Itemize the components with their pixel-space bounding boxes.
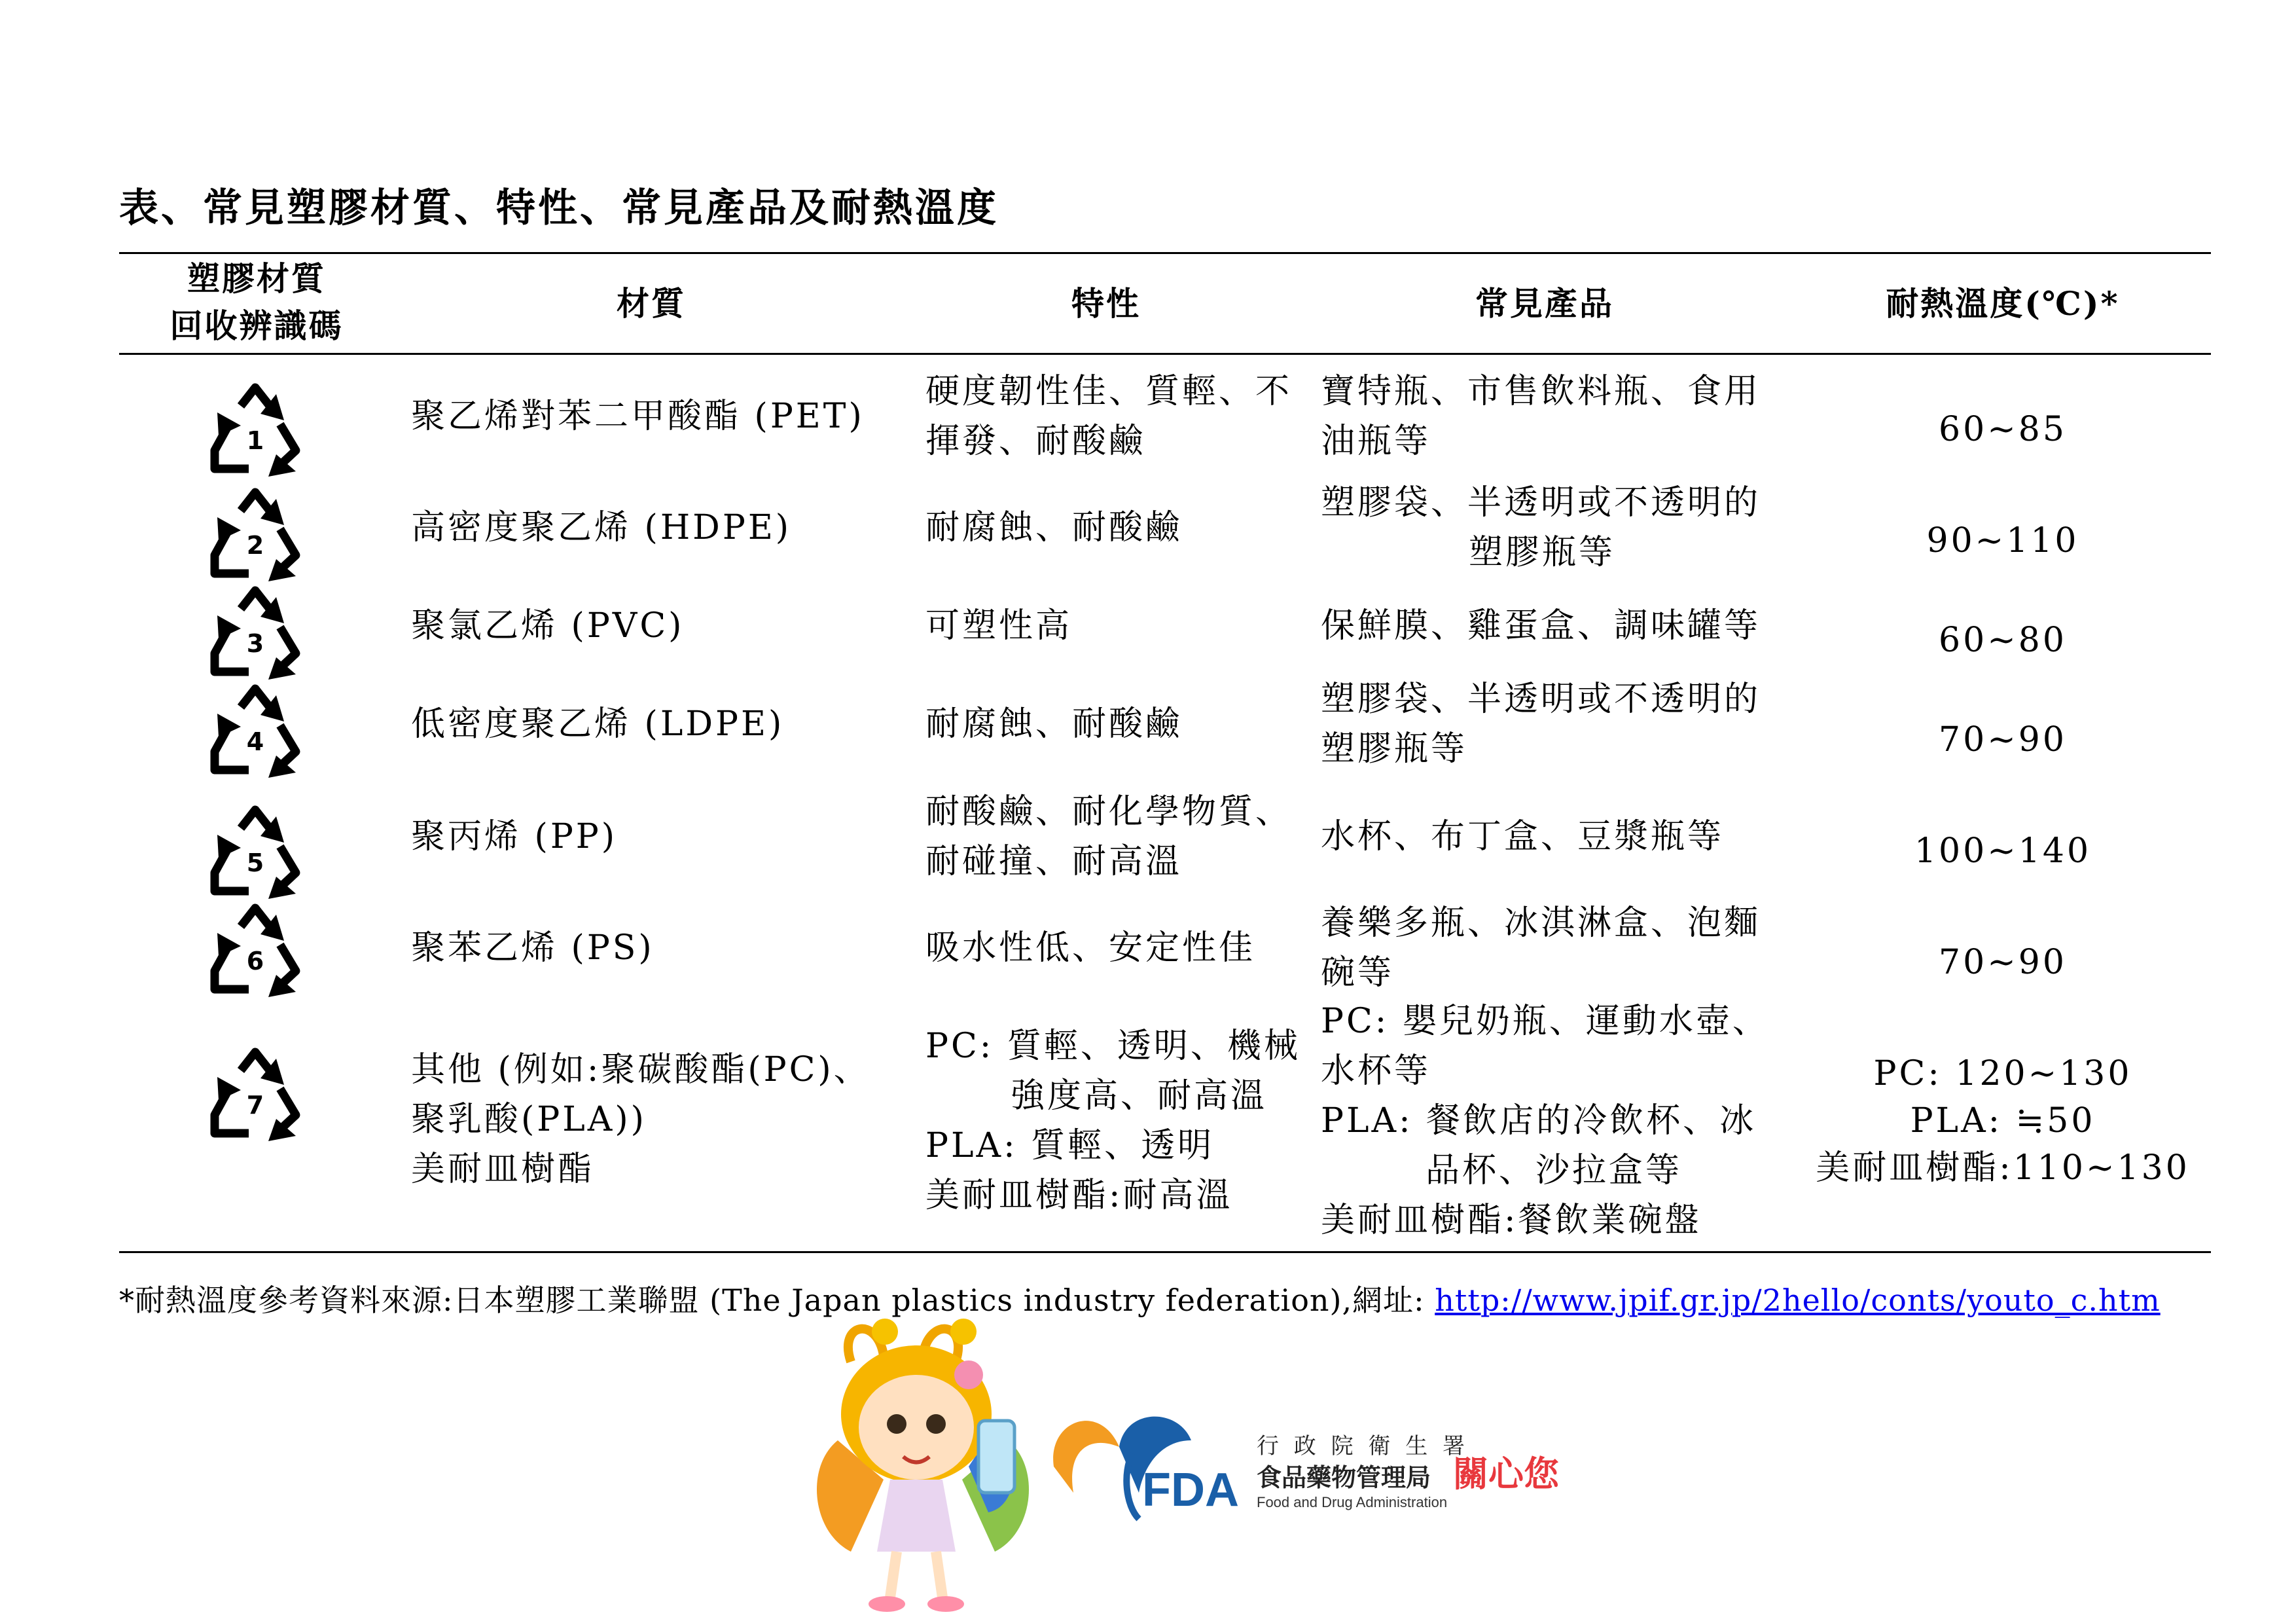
row5-material-line: 聚丙烯 (PP) bbox=[411, 817, 618, 856]
recycle-code-3-icon bbox=[203, 583, 308, 681]
recycle-code-1-number: 1 bbox=[246, 426, 264, 455]
row7-material-line1: 其他 (例如:聚碳酸酯(PC)、 bbox=[411, 1050, 870, 1089]
row4-products bbox=[1321, 674, 1761, 774]
recycle-code-7-number: 7 bbox=[246, 1091, 264, 1120]
row7-temp-line1: PC: 120~130 bbox=[1873, 1054, 2132, 1093]
header-property: 特性 bbox=[1071, 284, 1141, 323]
row6-temp bbox=[1787, 938, 2219, 987]
header-code-line1: 塑膠材質 bbox=[187, 259, 326, 298]
header-bottom-rule bbox=[119, 353, 2211, 355]
recycle-code-1-icon bbox=[203, 380, 308, 478]
source-link[interactable]: http://www.jpif.gr.jp/2hello/conts/youto_c.htm bbox=[1435, 1283, 2161, 1318]
fda-wordmark: FDA bbox=[1142, 1464, 1239, 1516]
row5-products-line: 水杯、布丁盒、豆漿瓶等 bbox=[1321, 817, 1725, 856]
footnote-text: *耐熱溫度參考資料來源:日本塑膠工業聯盟 (The Japan plastics industry federation),網址: bbox=[119, 1283, 1435, 1318]
recycle-code-5-icon bbox=[203, 802, 308, 900]
recycle-code-4-number: 4 bbox=[246, 727, 264, 756]
row7-products-line1: PC: 嬰兒奶瓶、運動水壺、 bbox=[1321, 1002, 1769, 1041]
row7-property-line4: 美耐皿樹酯:耐高溫 bbox=[925, 1176, 1233, 1215]
header-products: 常見產品 bbox=[1475, 284, 1614, 323]
row5-products bbox=[1321, 812, 1724, 862]
row6-products bbox=[1321, 898, 1761, 998]
table-bottom-rule bbox=[119, 1251, 2211, 1253]
row3-material bbox=[411, 601, 684, 651]
row7-temp-line2: PLA: ≒50 bbox=[1910, 1101, 2096, 1140]
recycle-code-4-icon bbox=[203, 681, 308, 779]
row1-products bbox=[1321, 367, 1761, 466]
recycle-code-6-number: 6 bbox=[246, 947, 264, 976]
row2-temp bbox=[1787, 516, 2219, 566]
row7-material bbox=[411, 1045, 870, 1194]
recycle-code-7-icon bbox=[203, 1044, 308, 1142]
recycle-code-2-icon bbox=[203, 484, 308, 583]
row6-material-line: 聚苯乙烯 (PS) bbox=[411, 928, 655, 968]
row7-material-line2: 聚乳酸(PLA)) bbox=[411, 1100, 647, 1139]
row1-material bbox=[411, 392, 865, 441]
row2-material-line: 高密度聚乙烯 (HDPE) bbox=[411, 508, 792, 547]
row1-material-line: 聚乙烯對苯二甲酸酯 (PET) bbox=[411, 397, 865, 436]
row2-material bbox=[411, 503, 791, 553]
row5-property bbox=[925, 787, 1292, 886]
row1-products-line1: 寶特瓶、市售飲料瓶、食用 bbox=[1321, 372, 1761, 411]
row3-temp bbox=[1787, 615, 2219, 665]
row5-material bbox=[411, 812, 617, 862]
row7-products-line3: PLA: 餐飲店的冷飲杯、冰 bbox=[1321, 1101, 1757, 1140]
header-temp: 耐熱溫度(℃)* bbox=[1886, 284, 2120, 323]
row3-temp-line: 60~80 bbox=[1939, 621, 2067, 660]
logo-org-line2: 食品藥物管理局 bbox=[1257, 1463, 1431, 1492]
row7-material-line3: 美耐皿樹酯 bbox=[411, 1150, 595, 1189]
row3-property bbox=[925, 601, 1072, 651]
recycle-code-5-number: 5 bbox=[246, 848, 264, 877]
row7-products bbox=[1321, 996, 1769, 1245]
row7-property-line3: PLA: 質輕、透明 bbox=[925, 1126, 1215, 1165]
row4-temp bbox=[1787, 715, 2219, 765]
row3-products bbox=[1321, 601, 1761, 651]
row7-temp bbox=[1787, 1050, 2219, 1192]
logo-org-line1: 行 政 院 衛 生 署 bbox=[1257, 1433, 1469, 1459]
header-code bbox=[119, 255, 394, 350]
row4-products-line1: 塑膠袋、半透明或不透明的 bbox=[1321, 680, 1761, 719]
row7-property-line1: PC: 質輕、透明、機械 bbox=[925, 1027, 1300, 1066]
row2-property bbox=[925, 503, 1182, 553]
row3-material-line: 聚氯乙烯 (PVC) bbox=[411, 606, 685, 646]
row6-products-line1: 養樂多瓶、冰淇淋盒、泡麵 bbox=[1321, 903, 1761, 943]
row3-property-line: 可塑性高 bbox=[925, 606, 1073, 646]
row2-products bbox=[1321, 478, 1761, 577]
row5-temp-line: 100~140 bbox=[1914, 831, 2092, 871]
row7-products-line4: 品杯、沙拉盒等 bbox=[1426, 1151, 1683, 1190]
row6-property bbox=[925, 923, 1255, 973]
row5-property-line1: 耐酸鹼、耐化學物質、 bbox=[925, 792, 1293, 831]
table-top-rule bbox=[119, 252, 2211, 254]
row4-products-line2: 塑膠瓶等 bbox=[1321, 729, 1468, 769]
recycle-code-3-number: 3 bbox=[246, 629, 264, 658]
row3-products-line: 保鮮膜、雞蛋盒、調味罐等 bbox=[1321, 606, 1761, 646]
recycle-code-2-number: 2 bbox=[246, 531, 264, 560]
row2-products-line1: 塑膠袋、半透明或不透明的 bbox=[1321, 483, 1761, 522]
fda-logo bbox=[1047, 1395, 1610, 1539]
header-material: 材質 bbox=[617, 284, 686, 323]
fda-mascot-image bbox=[812, 1316, 1034, 1617]
row1-property-line1: 硬度韌性佳、質輕、不 bbox=[925, 372, 1293, 411]
recycle-code-6-icon bbox=[203, 900, 308, 998]
row1-property bbox=[925, 367, 1292, 466]
butterfly-left-wing-icon bbox=[1053, 1421, 1119, 1493]
row1-property-line2: 揮發、耐酸鹼 bbox=[925, 422, 1146, 461]
row4-material bbox=[411, 699, 784, 749]
row2-property-line: 耐腐蝕、耐酸鹼 bbox=[925, 508, 1183, 547]
row5-temp bbox=[1787, 826, 2219, 876]
page-title: 表、常見塑膠材質、特性、常見產品及耐熱溫度 bbox=[119, 185, 999, 231]
logo-slogan: 關心您 bbox=[1453, 1453, 1559, 1495]
row4-property-line: 耐腐蝕、耐酸鹼 bbox=[925, 704, 1183, 744]
row2-temp-line: 90~110 bbox=[1926, 521, 2079, 560]
row4-property bbox=[925, 699, 1182, 749]
row4-material-line: 低密度聚乙烯 (LDPE) bbox=[411, 704, 785, 744]
row2-products-line2: 塑膠瓶等 bbox=[1469, 533, 1616, 572]
row7-property bbox=[925, 1021, 1300, 1220]
row1-products-line2: 油瓶等 bbox=[1321, 422, 1431, 461]
row4-temp-line: 70~90 bbox=[1939, 720, 2067, 759]
footnote bbox=[119, 1277, 2161, 1320]
logo-english-name: Food and Drug Administration bbox=[1257, 1494, 1448, 1510]
header-code-line2: 回收辨識碼 bbox=[170, 306, 344, 345]
row6-temp-line: 70~90 bbox=[1939, 943, 2067, 982]
row1-temp bbox=[1787, 405, 2219, 454]
row6-material bbox=[411, 923, 655, 973]
row7-property-line2: 強度高、耐高溫 bbox=[1011, 1076, 1268, 1116]
row6-products-line2: 碗等 bbox=[1321, 953, 1395, 993]
row7-temp-line3: 美耐皿樹酯:110~130 bbox=[1816, 1148, 2190, 1188]
row6-property-line: 吸水性低、安定性佳 bbox=[925, 928, 1256, 968]
row7-products-line5: 美耐皿樹酯:餐飲業碗盤 bbox=[1321, 1201, 1702, 1240]
row7-products-line2: 水杯等 bbox=[1321, 1051, 1431, 1091]
row1-temp-line: 60~85 bbox=[1939, 410, 2067, 449]
row5-property-line2: 耐碰撞、耐高溫 bbox=[925, 842, 1183, 881]
